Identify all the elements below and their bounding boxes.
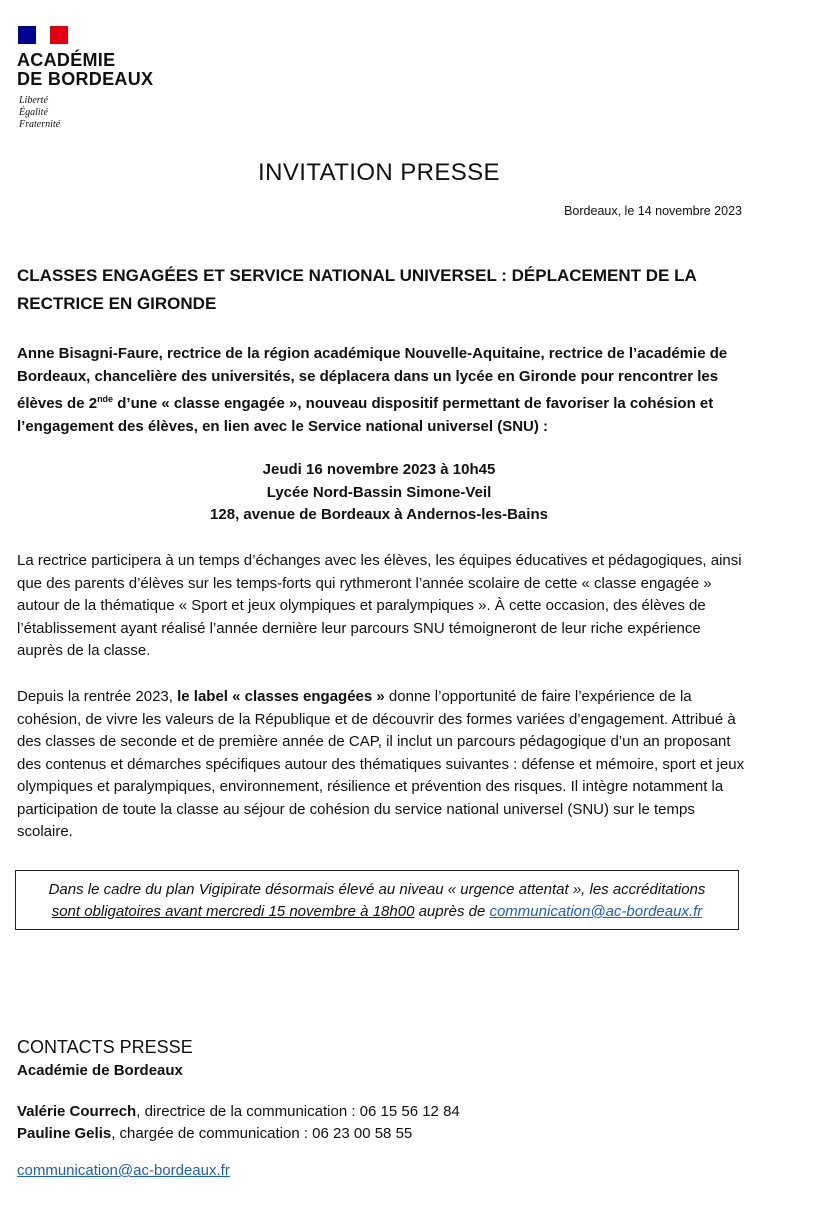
p3-rest: donne l’opportunité de faire l’expérience de la cohésion, de vivre les valeurs de la République et de découvrir des formes variées d’engagement. Attribué à des classes de seconde et de première année de CAP, il inclut un parcours pédagogique d’un an proposant des contenus et démarches spécifiques autour des thématiques suivantes : défense et mémoire, sport et jeux olympiques et paralympiques, environnement, résilience et prévention des risques. Il intègre notamment la participation de toute la classe au séjour de cohésion du service national universel (SNU) sur le temps scolaire.: [17, 688, 745, 840]
event-details: [0, 459, 758, 527]
event-datetime: Jeudi 16 novembre 2023 à 10h45: [262, 461, 496, 478]
event-venue: Lycée Nord-Bassin Simone-Veil: [266, 483, 492, 501]
contact-role-1: , directrice de la communication : 06 15 56 12 84: [136, 1103, 460, 1120]
motto-fraternite: Fraternité: [19, 119, 61, 130]
contact-name-1: Valérie Courrech: [17, 1103, 137, 1120]
contact-name-2: Pauline Gelis: [17, 1125, 112, 1142]
notice-email-link[interactable]: communication@ac-bordeaux.fr: [489, 903, 703, 920]
p3-intro: Depuis la rentrée 2023,: [17, 688, 178, 705]
institution-name: [17, 51, 153, 89]
contacts-organization: Académie de Bordeaux: [17, 1062, 183, 1079]
contact-line-2: [17, 1125, 412, 1142]
body-paragraph-2: La rectrice participera à un temps d’échanges avec les élèves, les équipes éducatives et pédagogiques, ainsi que des parents d’élèves sur les temps-forts qui rythmeront l’année scolaire de cette « classe engagée » autour de la thématique « Sport et jeux olympiques et paralympiques ». À cette occasion, des élèves de l’établissement ayant réalisé l’année dernière leur parcours SNU témoigneront de leur riche expérience auprès de la classe.: [17, 552, 742, 659]
institution-line-2: DE BORDEAUX: [17, 69, 154, 89]
lead-superscript: nde: [97, 394, 114, 404]
institution-line-1: ACADÉMIE: [17, 50, 116, 70]
contact-email-link[interactable]: communication@ac-bordeaux.fr: [17, 1162, 230, 1179]
notice-connector: auprès de: [414, 903, 490, 920]
body-paragraph-3: [17, 686, 745, 844]
accreditation-notice: [15, 870, 739, 930]
notice-deadline: sont obligatoires avant mercredi 15 novembre à 18h00: [51, 903, 415, 920]
notice-line-2: [16, 901, 738, 923]
lead-text-start: Anne Bisagni-Faure, rectrice de la région académique Nouvelle-Aquitaine, rectrice de l’académie de Bordeaux, chancelière des universités, se déplacera dans un lycée en Gironde pour rencontrer les élèves de 2: [17, 345, 728, 412]
contact-role-2: , chargée de communication : 06 23 00 58 55: [111, 1125, 413, 1142]
contact-line-1: [17, 1103, 460, 1120]
headline: CLASSES ENGAGÉES ET SERVICE NATIONAL UNIVERSEL : DÉPLACEMENT DE LA RECTRICE EN GIRONDE: [17, 266, 697, 313]
lead-paragraph: [17, 343, 745, 438]
motto-liberte: Liberté: [19, 95, 48, 106]
contacts-title: CONTACTS PRESSE: [17, 1037, 193, 1057]
document-date: Bordeaux, le 14 novembre 2023: [564, 204, 742, 218]
document-title: INVITATION PRESSE: [258, 159, 500, 186]
republic-flag-logo: [18, 26, 68, 44]
event-address: 128, avenue de Bordeaux à Andernos-les-Bains: [210, 506, 548, 523]
lead-text-end: d’une « classe engagée », nouveau dispositif permettant de favoriser la cohésion et l’engagement des élèves, en lien avec le Service national universel (SNU) :: [17, 395, 714, 435]
p3-label: le label « classes engagées »: [177, 688, 385, 705]
motto-egalite: Égalité: [19, 107, 48, 118]
republic-motto: [19, 95, 60, 131]
notice-line-1: Dans le cadre du plan Vigipirate désormais élevé au niveau « urgence attentat », les accréditations: [48, 881, 706, 898]
